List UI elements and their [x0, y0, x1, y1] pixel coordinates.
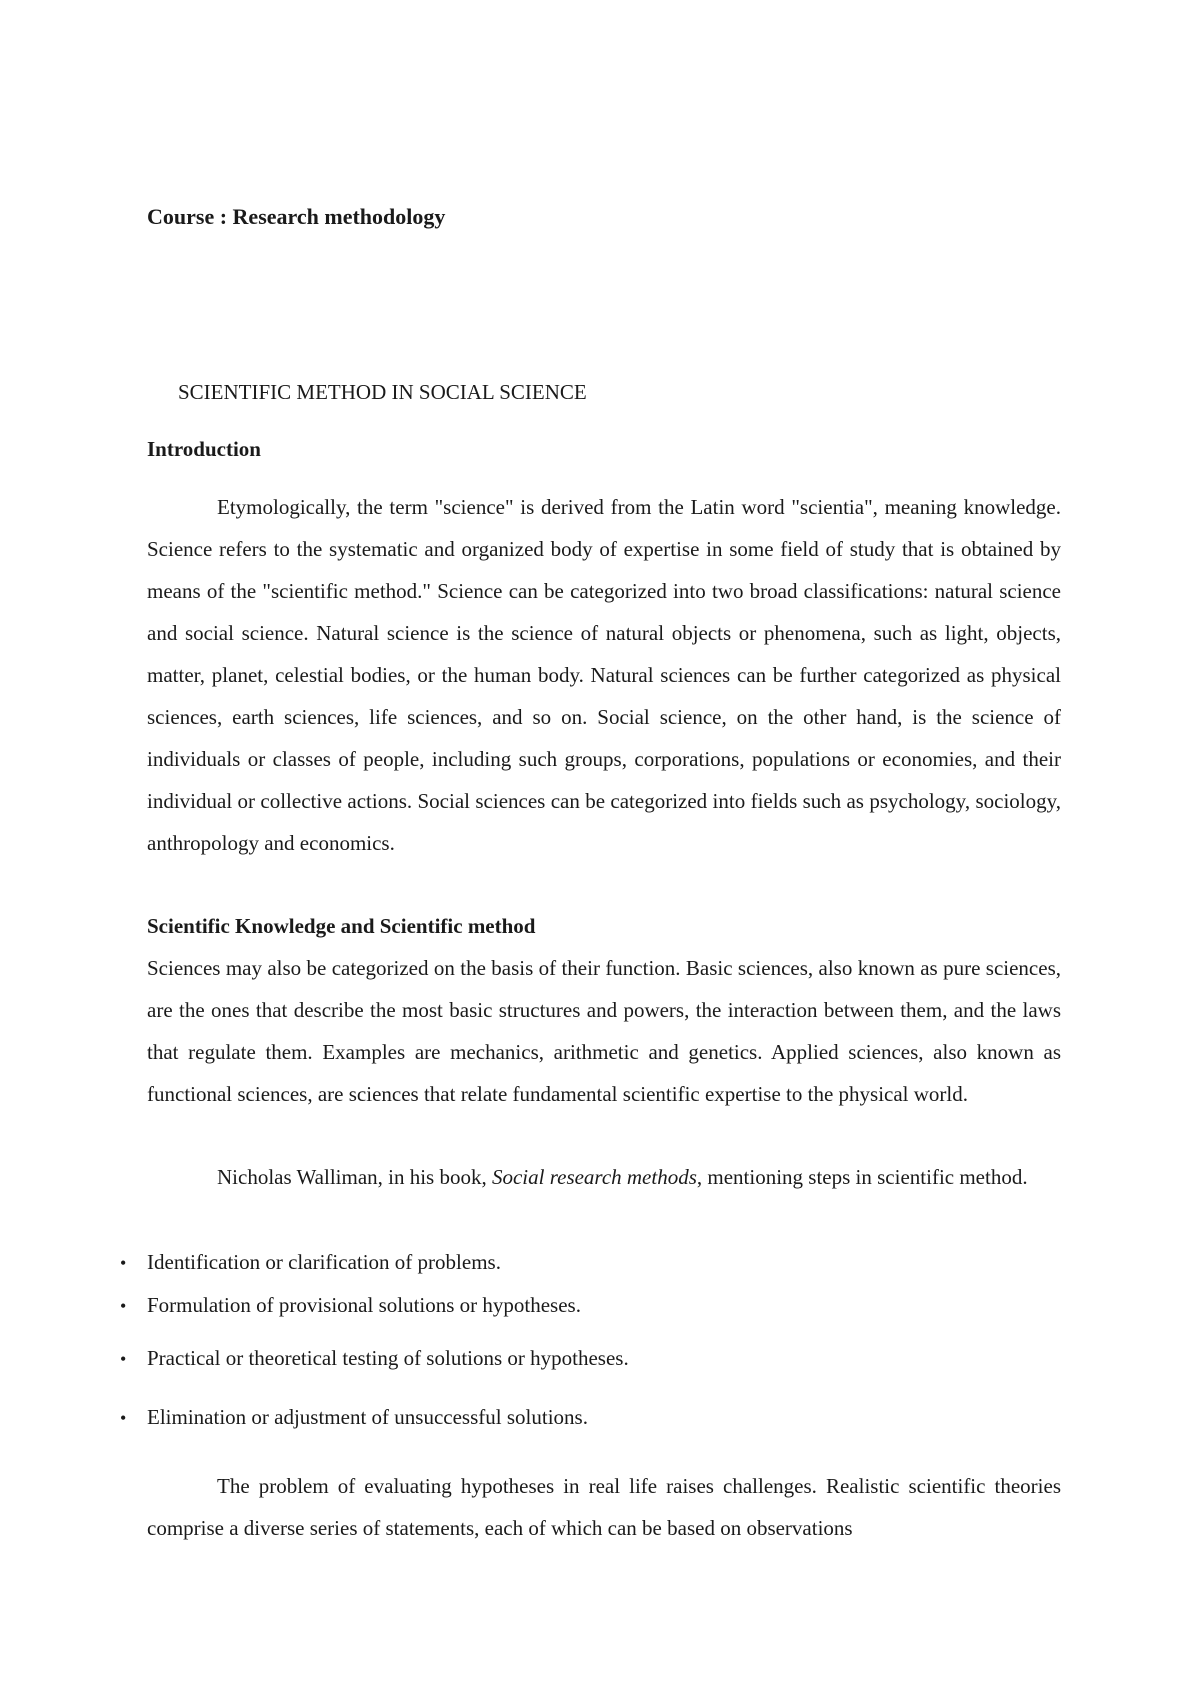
bullet-icon: • [120, 1253, 127, 1273]
list-item [120, 1250, 1020, 1275]
step-text: Practical or theoretical testing of solutions or hypotheses. [147, 1346, 629, 1370]
bullet-icon: • [120, 1408, 127, 1428]
document-title: SCIENTIFIC METHOD IN SOCIAL SCIENCE [178, 380, 587, 404]
course-label: Course : Research methodology [147, 204, 446, 229]
walliman-text-before: Nicholas Walliman, in his book, [217, 1165, 492, 1189]
list-item [120, 1405, 1020, 1430]
step-text: Identification or clarification of problems. [147, 1250, 501, 1274]
book-title: Social research methods [491, 1165, 697, 1189]
closing-paragraph: The problem of evaluating hypotheses in real life raises challenges. Realistic scientific theories comprise a diverse series of statements, each of which can be based on observations [147, 1474, 1061, 1540]
introduction-heading: Introduction [147, 437, 261, 461]
step-text: Formulation of provisional solutions or hypotheses. [147, 1293, 581, 1317]
sciences-function-paragraph: Sciences may also be categorized on the basis of their function. Basic sciences, also known as pure sciences, are the ones that describe the most basic structures and powers, the interaction between them, and the laws that regulate them. Examples are mechanics, arithmetic and genetics. Applied sciences, also known as functional sciences, are sciences that relate fundamental scientific expertise to the physical world. [147, 956, 1061, 1106]
list-item [120, 1293, 1020, 1318]
scientific-knowledge-heading: Scientific Knowledge and Scientific method [147, 914, 536, 938]
bullet-icon: • [120, 1349, 127, 1369]
introduction-paragraph: Etymologically, the term "science" is derived from the Latin word "scientia", meaning knowledge. Science refers to the systematic and organized body of expertise in some field of study that is obtained by means of the "scientific method." Science can be categorized into two broad classifications: natural science and social science. Natural science is the science of natural objects or phenomena, such as light, objects, matter, planet, celestial bodies, or the human body. Natural sciences can be further categorized as physical sciences, earth sciences, life sciences, and so on. Social science, on the other hand, is the science of individuals or classes of people, including such groups, corporations, populations or economies, and their individual or collective actions. Social sciences can be categorized into fields such as psychology, sociology, anthropology and economics. [147, 495, 1061, 855]
list-item [120, 1346, 1020, 1371]
walliman-paragraph [147, 1156, 1061, 1198]
walliman-text-after: , mentioning steps in scientific method. [696, 1165, 1028, 1189]
step-text: Elimination or adjustment of unsuccessful solutions. [147, 1405, 588, 1429]
bullet-icon: • [120, 1296, 127, 1316]
